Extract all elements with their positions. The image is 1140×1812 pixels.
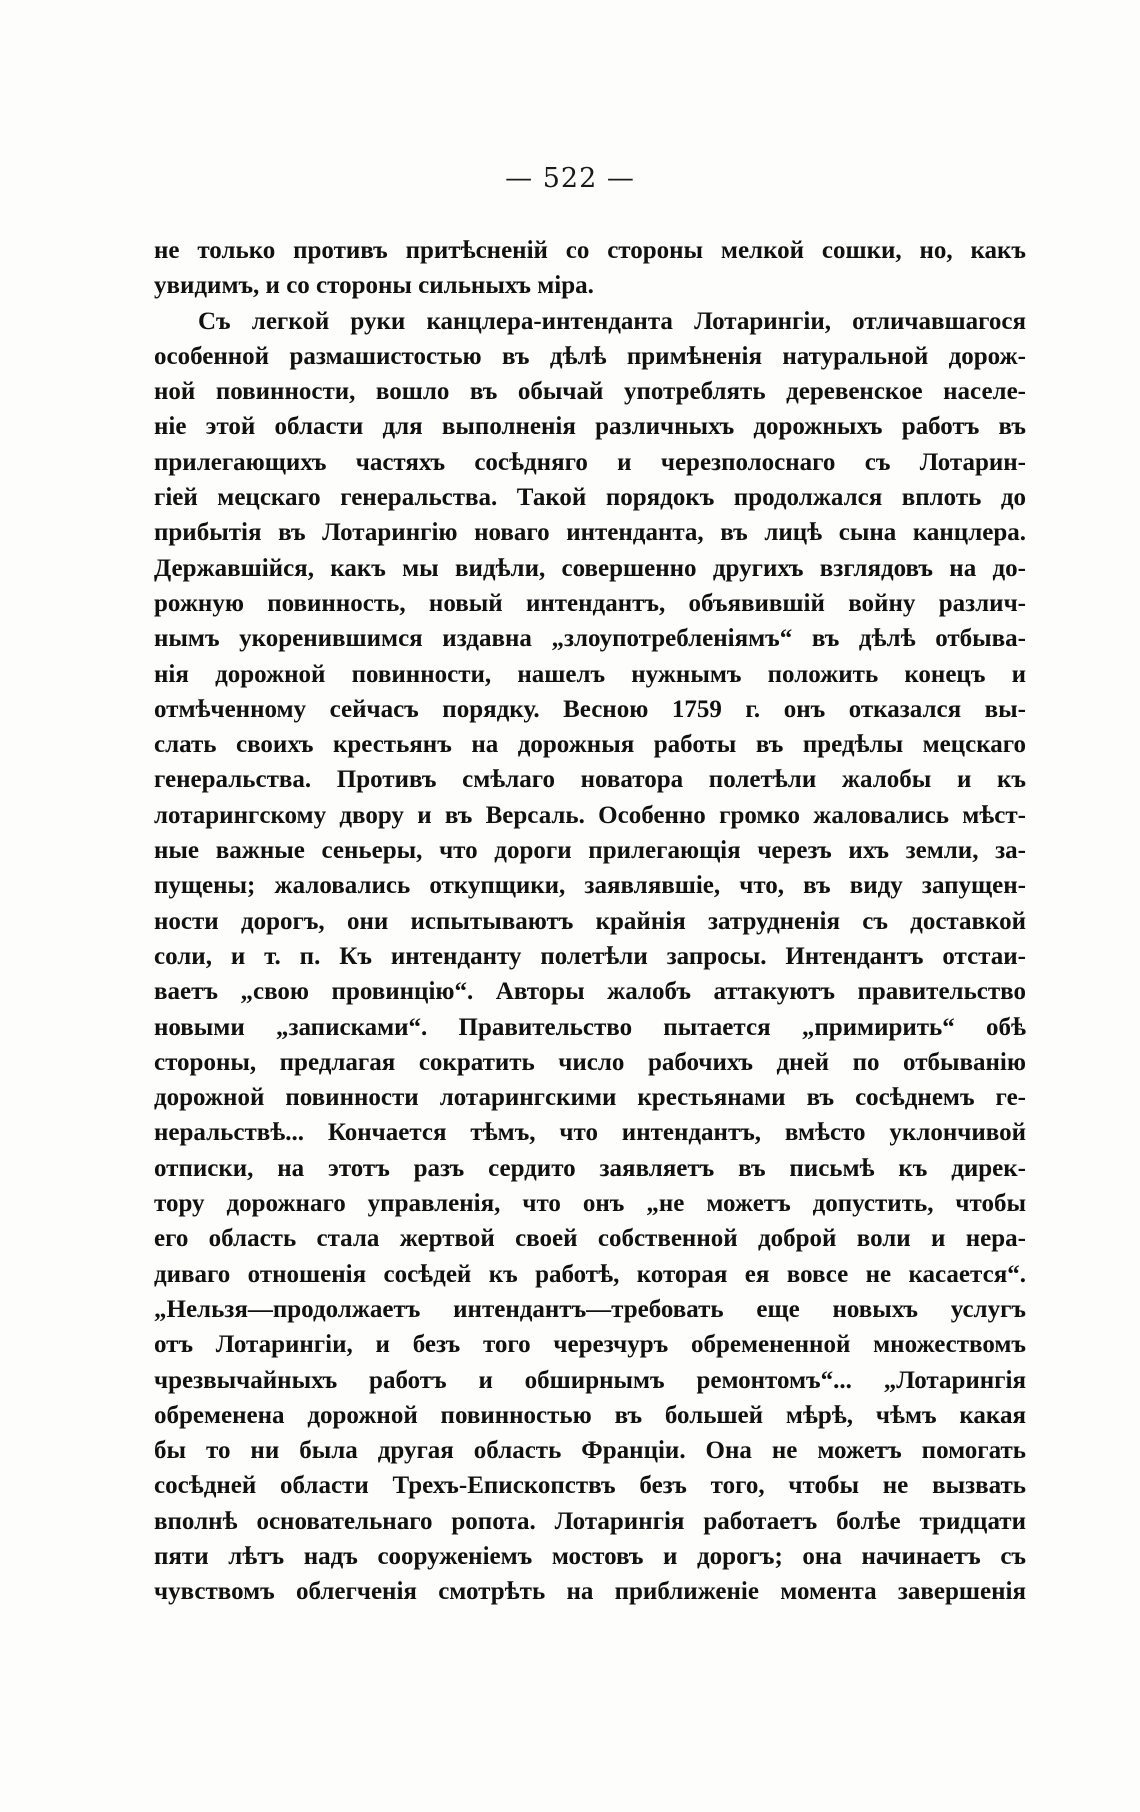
text-line: отписки, на этотъ разъ сердито заявляетъ въ письмѣ къ дирек- (154, 1154, 1026, 1182)
text-line: ніе этой области для выполненія различныхъ дорожныхъ работъ въ (154, 413, 1026, 441)
text-line: чрезвычайныхъ работъ и обширнымъ ремонтомъ“... „Лотарингія (154, 1366, 1026, 1394)
text-line: гіей мецскаго генеральства. Такой порядокъ продолжался вплоть до (154, 484, 1026, 512)
text-line: прилегающихъ частяхъ сосѣдняго и черезполоснаго съ Лотарин- (154, 448, 1026, 476)
text-line: ные важные сеньеры, что дороги прилегающія черезъ ихъ земли, за- (154, 837, 1026, 865)
text-line: тору дорожнаго управленія, что онъ „не можетъ допустить, чтобы (154, 1190, 1026, 1218)
text-line: ной повинности, вошло въ обычай употреблять деревенское населе- (154, 378, 1026, 406)
text-line: новыми „записками“. Правительство пытается „примирить“ обѣ (154, 1013, 1026, 1041)
text-line: пяти лѣтъ надъ сооруженіемъ мостовъ и дорогъ; она начинаетъ съ (154, 1542, 1026, 1570)
text-line: ности дорогъ, они испытываютъ крайнія затрудненія съ доставкой (154, 907, 1026, 935)
text-line: не только противъ притѣсненій со стороны мелкой сошки, но, какъ (154, 237, 1026, 264)
text-line: особенной размашистостью въ дѣлѣ примѣненія натуральной дорож- (154, 342, 1026, 370)
text-line: генеральства. Противъ смѣлаго новатора полетѣли жалобы и къ (154, 766, 1026, 794)
text-line: диваго отношенія сосѣдей къ работѣ, которая ея вовсе не касается“. (154, 1260, 1026, 1288)
text-line: обременена дорожной повинностью въ большей мѣрѣ, чѣмъ какая (154, 1401, 1026, 1429)
body-text (154, 233, 1026, 1610)
text-line: бы то ни была другая область Франціи. Она не можетъ помогать (154, 1437, 1026, 1465)
text-line: лотарингскому двору и въ Версаль. Особенно громко жаловались мѣст- (154, 801, 1026, 829)
text-line: сосѣдней области Трехъ-Епископствъ безъ того, чтобы не вызвать (154, 1472, 1026, 1500)
text-line: прибытія въ Лотарингію новаго интенданта, въ лицѣ сына канцлера. (154, 519, 1026, 547)
text-line: вполнѣ основательнаго ропота. Лотарингія работаетъ болѣе тридцати (154, 1507, 1026, 1535)
text-line: Державшійся, какъ мы видѣли, совершенно другихъ взглядовъ на до- (154, 554, 1026, 582)
text-line: неральствѣ... Кончается тѣмъ, что интендантъ, вмѣсто уклончивой (154, 1119, 1026, 1147)
text-line: „Нельзя—продолжаетъ интендантъ—требовать еще новыхъ услугъ (154, 1295, 1026, 1323)
text-line: Съ легкой руки канцлера-интенданта Лотарингіи, отличавшагося (198, 307, 1026, 335)
text-line: увидимъ, и со стороны сильныхъ міра. (154, 272, 594, 300)
text-line: нымъ укоренившимся издавна „злоупотребленіямъ“ въ дѣлѣ отбыва- (154, 625, 1026, 653)
text-line: рожную повинность, новый интендантъ, объявившій войну различ- (154, 589, 1026, 617)
text-line: соли, и т. п. Къ интенданту полетѣли запросы. Интендантъ отстаи- (154, 942, 1026, 970)
text-line: нія дорожной повинности, нашелъ нужнымъ положить конецъ и (154, 660, 1026, 688)
text-line: дорожной повинности лотарингскими крестьянами въ сосѣднемъ ге- (154, 1084, 1026, 1112)
text-line: отмѣченному сейчасъ порядку. Весною 1759 г. онъ отказался вы- (154, 695, 1026, 723)
text-line: пущены; жаловались откупщики, заявлявшіе, что, въ виду запущен- (154, 872, 1026, 900)
text-line: чувствомъ облегченія смотрѣть на приближеніе момента завершенія (154, 1578, 1026, 1606)
text-line: ваетъ „свою провинцію“. Авторы жалобъ аттакуютъ правительство (154, 978, 1026, 1006)
text-line: слать своихъ крестьянъ на дорожныя работы въ предѣлы мецскаго (154, 731, 1026, 759)
text-line: отъ Лотарингіи, и безъ того черезчуръ обремененной множествомъ (154, 1331, 1026, 1359)
page-number: — 522 — (505, 163, 635, 194)
text-line: его область стала жертвой своей собственной доброй воли и нера- (154, 1225, 1026, 1253)
text-line: стороны, предлагая сократить число рабочихъ дней по отбыванію (154, 1048, 1026, 1076)
